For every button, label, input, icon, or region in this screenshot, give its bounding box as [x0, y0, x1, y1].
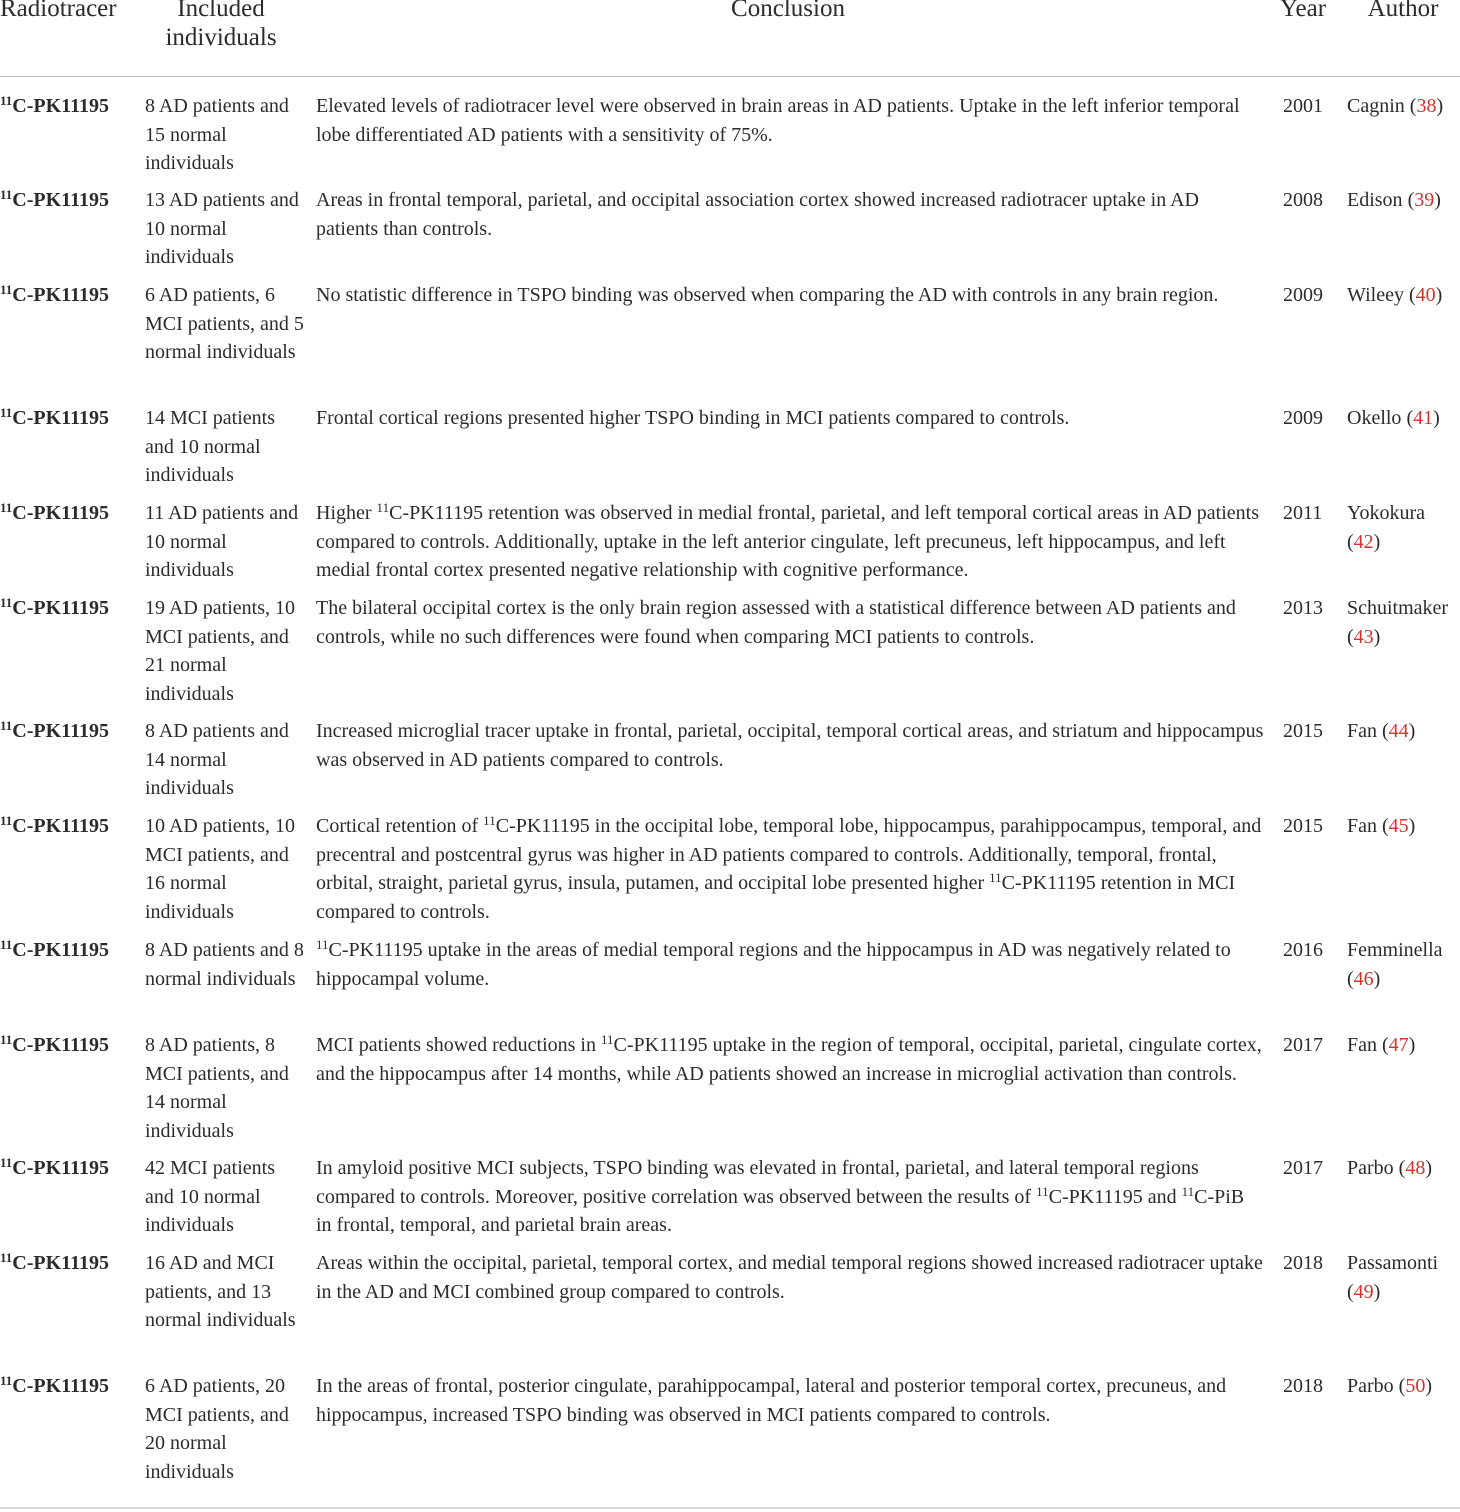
- isotope-superscript: 11: [1036, 1183, 1049, 1199]
- year-cell: 2018: [1283, 1375, 1323, 1397]
- conclusion-cell: [316, 1372, 1264, 1429]
- included-individuals-cell: 13 AD patients and 10 normal individuals: [145, 189, 299, 269]
- header-radiotracer: Radiotracer: [0, 0, 117, 22]
- year-cell: 2017: [1283, 1157, 1323, 1179]
- year-cell: 2015: [1283, 815, 1323, 837]
- author-name: Fan: [1347, 815, 1377, 837]
- radiotracer-isotope: 11: [0, 1249, 13, 1265]
- author-name: Parbo: [1347, 1375, 1394, 1397]
- table-row: [0, 186, 1460, 281]
- author-cell: Fan (45): [1347, 815, 1416, 837]
- radiotracer-name: C-PK11195: [12, 720, 109, 742]
- table-row: [0, 936, 1460, 1031]
- radiotracer-name: C-PK11195: [12, 815, 109, 837]
- table-row: [0, 92, 1460, 186]
- radiotracer-cell: [0, 186, 140, 215]
- conclusion-text: Cortical retention of: [316, 815, 484, 837]
- year-cell: 2015: [1283, 720, 1323, 742]
- radiotracer-name: C-PK11195: [12, 95, 109, 117]
- radiotracer-name: C-PK11195: [12, 939, 109, 961]
- author-cell: Schuitmaker (43): [1347, 597, 1449, 648]
- author-cell: Passamonti (49): [1347, 1252, 1439, 1303]
- conclusion-text: No statistic difference in TSPO binding was observed when comparing the AD with controls in any brain region.: [316, 284, 1219, 306]
- author-name: Okello: [1347, 407, 1402, 429]
- author-name: Yokokura: [1347, 502, 1425, 524]
- table-row: [0, 812, 1460, 936]
- radiotracer-name: C-PK11195: [12, 1375, 109, 1397]
- conclusion-cell: [316, 594, 1264, 651]
- header-year: Year: [1279, 0, 1327, 22]
- table-row: [0, 499, 1460, 594]
- radiotracer-cell: [0, 499, 140, 528]
- table-row: [0, 717, 1460, 812]
- included-individuals-cell: 8 AD patients and 15 normal individuals: [145, 95, 289, 175]
- conclusion-text: Areas in frontal temporal, parietal, and occipital association cortex showed increased radiotracer uptake in AD patients than controls.: [316, 189, 1199, 240]
- year-cell: 2017: [1283, 1034, 1323, 1056]
- included-individuals-cell: 8 AD patients and 8 normal individuals: [145, 939, 304, 990]
- radiotracer-name: C-PK11195: [12, 597, 109, 619]
- isotope-superscript: 11: [483, 812, 496, 828]
- year-cell: 2011: [1283, 502, 1323, 524]
- year-cell: 2016: [1283, 939, 1323, 961]
- radiotracer-isotope: 11: [0, 936, 13, 952]
- conclusion-cell: [316, 936, 1264, 993]
- author-cell: Fan (44): [1347, 720, 1416, 742]
- included-individuals-cell: 11 AD patients and 10 normal individuals: [145, 502, 299, 582]
- included-individuals-cell: 6 AD patients, 6 MCI patients, and 5 normal individuals: [145, 284, 304, 364]
- included-individuals-cell: 19 AD patients, 10 MCI patients, and 21 normal individuals: [145, 597, 295, 706]
- radiotracer-name: C-PK11195: [12, 189, 109, 211]
- conclusion-text: C-PK11195 retention in MCI compared to controls.: [316, 872, 1236, 924]
- included-individuals-cell: 42 MCI patients and 10 normal individuals: [145, 1157, 275, 1237]
- reference-link[interactable]: 46: [1353, 967, 1374, 990]
- radiotracer-name: C-PK11195: [12, 502, 109, 524]
- author-name: Fan: [1347, 1034, 1377, 1056]
- radiotracer-name: C-PK11195: [12, 407, 109, 429]
- radiotracer-isotope: 11: [0, 499, 13, 515]
- included-individuals-cell: 6 AD patients, 20 MCI patients, and 20 normal individuals: [145, 1375, 289, 1484]
- radiotracer-cell: [0, 1372, 140, 1401]
- conclusion-text: C-PK11195 in the occipital lobe, temporal lobe, hippocampus, parahippocampus, temporal, and precentral and postcentral gyrus was higher in AD patients compared to controls. Additionally, temporal, frontal, orbital, straight, parietal gyrus, insula, putamen, and occipital lobe presented higher: [316, 815, 1262, 895]
- radiotracer-cell: [0, 1249, 140, 1278]
- header-included-line1: Included: [177, 0, 265, 22]
- radiotracer-isotope: 11: [0, 717, 13, 733]
- radiotracer-name: C-PK11195: [12, 1034, 109, 1056]
- author-name: Cagnin: [1347, 95, 1405, 117]
- author-cell: Femminella (46): [1347, 939, 1443, 990]
- header-conclusion: Conclusion: [731, 0, 845, 22]
- radiotracer-cell: [0, 404, 140, 433]
- conclusion-text: Higher: [316, 502, 377, 524]
- included-individuals-cell: 8 AD patients, 8 MCI patients, and 14 normal individuals: [145, 1034, 289, 1143]
- radiotracer-isotope: 11: [0, 186, 13, 202]
- table-row: [0, 1372, 1460, 1496]
- conclusion-cell: [316, 499, 1264, 585]
- author-cell: Parbo (48): [1347, 1157, 1433, 1179]
- radiotracer-cell: [0, 594, 140, 623]
- radiotracer-cell: [0, 936, 140, 965]
- table-row: [0, 1154, 1460, 1249]
- table-body: [0, 92, 1460, 1496]
- conclusion-text: MCI patients showed reductions in: [316, 1034, 601, 1056]
- conclusion-text: In the areas of frontal, posterior cingulate, parahippocampal, lateral and posterior temporal cortex, precuneus, and hippocampus, increased TSPO binding was observed in MCI patients compared to controls.: [316, 1375, 1227, 1426]
- radiotracer-isotope: 11: [0, 1031, 13, 1047]
- reference-link[interactable]: 38: [1416, 95, 1437, 117]
- header-included-individuals: [145, 0, 297, 52]
- conclusion-text: C-PK11195 uptake in the region of temporal, occipital, parietal, cingulate cortex, and the hippocampus after 14 months, while AD patients showed an increase in microglial activation than controls.: [316, 1034, 1262, 1085]
- radiotracer-isotope: 11: [0, 1154, 13, 1170]
- conclusion-text: C-PK11195 uptake in the areas of medial temporal regions and the hippocampus in AD was negatively related to hippocampal volume.: [316, 939, 1231, 990]
- conclusion-text: Areas within the occipital, parietal, temporal cortex, and medial temporal regions showed increased radiotracer uptake in the AD and MCI combined group compared to controls.: [316, 1252, 1263, 1303]
- conclusion-text: In amyloid positive MCI subjects, TSPO binding was elevated in frontal, parietal, and lateral temporal regions compared to controls. Moreover, positive correlation was observed between the results of: [316, 1157, 1199, 1208]
- conclusion-cell: [316, 186, 1264, 243]
- radiotracer-cell: [0, 717, 140, 746]
- conclusion-cell: [316, 1031, 1264, 1088]
- included-individuals-cell: 10 AD patients, 10 MCI patients, and 16 normal individuals: [145, 815, 295, 924]
- reference-link[interactable]: 47: [1388, 1034, 1409, 1056]
- radiotracer-isotope: 11: [0, 404, 13, 420]
- author-name: Wileey: [1347, 284, 1404, 306]
- isotope-superscript: 11: [316, 936, 329, 952]
- reference-link[interactable]: 49: [1353, 1280, 1374, 1303]
- table-row: [0, 594, 1460, 717]
- conclusion-text: Elevated levels of radiotracer level were observed in brain areas in AD patients. Uptake in the left inferior temporal lobe differentiated AD patients with a sensitivity of 75%.: [316, 95, 1240, 146]
- author-cell: Yokokura (42): [1347, 502, 1425, 553]
- radiotracer-isotope: 11: [0, 1372, 13, 1388]
- conclusion-cell: [316, 1249, 1264, 1306]
- year-cell: 2009: [1283, 284, 1323, 306]
- included-individuals-cell: 16 AD and MCI patients, and 13 normal individuals: [145, 1252, 296, 1332]
- reference-link[interactable]: 39: [1414, 189, 1435, 211]
- conclusion-cell: [316, 281, 1264, 310]
- reference-link[interactable]: 41: [1413, 407, 1434, 429]
- author-cell: Fan (47): [1347, 1034, 1416, 1056]
- reference-link[interactable]: 43: [1353, 625, 1374, 648]
- radiotracer-isotope: 11: [0, 281, 13, 297]
- conclusion-text: C-PK11195 and: [1048, 1185, 1182, 1208]
- year-cell: 2009: [1283, 407, 1323, 429]
- radiotracer-isotope: 11: [0, 594, 13, 610]
- header-author: Author: [1367, 0, 1439, 22]
- author-name: Fan: [1347, 720, 1377, 742]
- author-cell: Wileey (40): [1347, 284, 1443, 306]
- author-name: Femminella: [1347, 939, 1443, 961]
- conclusion-cell: [316, 812, 1264, 927]
- author-cell: Parbo (50): [1347, 1375, 1433, 1397]
- year-cell: 2008: [1283, 189, 1323, 211]
- included-individuals-cell: 8 AD patients and 14 normal individuals: [145, 720, 289, 800]
- year-cell: 2013: [1283, 597, 1323, 619]
- reference-link[interactable]: 50: [1405, 1375, 1426, 1397]
- radiotracer-isotope: 11: [0, 812, 13, 828]
- conclusion-text: C-PK11195 retention was observed in medial frontal, parietal, and left temporal cortical areas in AD patients compared to controls. Additionally, uptake in the left anterior cingulate, left precuneus, left hippocampus, and left medial frontal cortex presented negative relationship with cognitive performance.: [316, 502, 1259, 582]
- table-row: [0, 1031, 1460, 1154]
- reference-link[interactable]: 42: [1353, 530, 1374, 553]
- conclusion-text: C-PiB in frontal, temporal, and parietal brain areas.: [316, 1185, 1245, 1237]
- radiotracer-cell: [0, 1031, 140, 1060]
- radiotracer-name: C-PK11195: [12, 284, 109, 306]
- author-name: Parbo: [1347, 1157, 1394, 1179]
- reference-link[interactable]: 44: [1388, 720, 1409, 742]
- conclusion-cell: [316, 404, 1264, 433]
- conclusion-cell: [316, 92, 1264, 149]
- table-row: [0, 1249, 1460, 1372]
- year-cell: 2001: [1283, 95, 1323, 117]
- table-row: [0, 404, 1460, 499]
- isotope-superscript: 11: [989, 870, 1002, 886]
- author-name: Schuitmaker: [1347, 597, 1449, 619]
- conclusion-cell: [316, 1154, 1264, 1240]
- reference-link[interactable]: 48: [1405, 1157, 1426, 1179]
- header-included-line2: individuals: [165, 24, 277, 51]
- conclusion-text: Frontal cortical regions presented higher TSPO binding in MCI patients compared to controls.: [316, 407, 1070, 429]
- author-cell: Okello (41): [1347, 407, 1440, 429]
- author-cell: Edison (39): [1347, 189, 1441, 211]
- radiotracer-cell: [0, 92, 140, 121]
- radiotracer-name: C-PK11195: [12, 1157, 109, 1179]
- isotope-superscript: 11: [600, 1031, 614, 1047]
- table-bottom-rule: [0, 1507, 1460, 1509]
- reference-link[interactable]: 45: [1388, 815, 1409, 837]
- conclusion-text: Increased microglial tracer uptake in frontal, parietal, occipital, temporal cortical areas, and striatum and hippocampus was observed in AD patients compared to controls.: [316, 720, 1264, 771]
- author-name: Edison: [1347, 189, 1403, 211]
- included-individuals-cell: 14 MCI patients and 10 normal individuals: [145, 407, 275, 487]
- reference-link[interactable]: 40: [1415, 284, 1436, 306]
- conclusion-cell: [316, 717, 1264, 774]
- radiotracer-name: C-PK11195: [12, 1252, 109, 1274]
- year-cell: 2018: [1283, 1252, 1323, 1274]
- table-row: [0, 281, 1460, 404]
- author-name: Passamonti: [1347, 1252, 1439, 1274]
- radiotracer-isotope: 11: [0, 92, 13, 108]
- radiotracer-cell: [0, 1154, 140, 1183]
- isotope-superscript: 11: [1181, 1183, 1195, 1199]
- radiotracer-cell: [0, 281, 140, 310]
- conclusion-text: The bilateral occipital cortex is the only brain region assessed with a statistical difference between AD patients and controls, while no such differences were found when comparing MCI patients to controls.: [316, 597, 1236, 648]
- author-cell: Cagnin (38): [1347, 95, 1444, 117]
- isotope-superscript: 11: [376, 499, 390, 515]
- radiotracer-cell: [0, 812, 140, 841]
- table-header: [0, 0, 1460, 77]
